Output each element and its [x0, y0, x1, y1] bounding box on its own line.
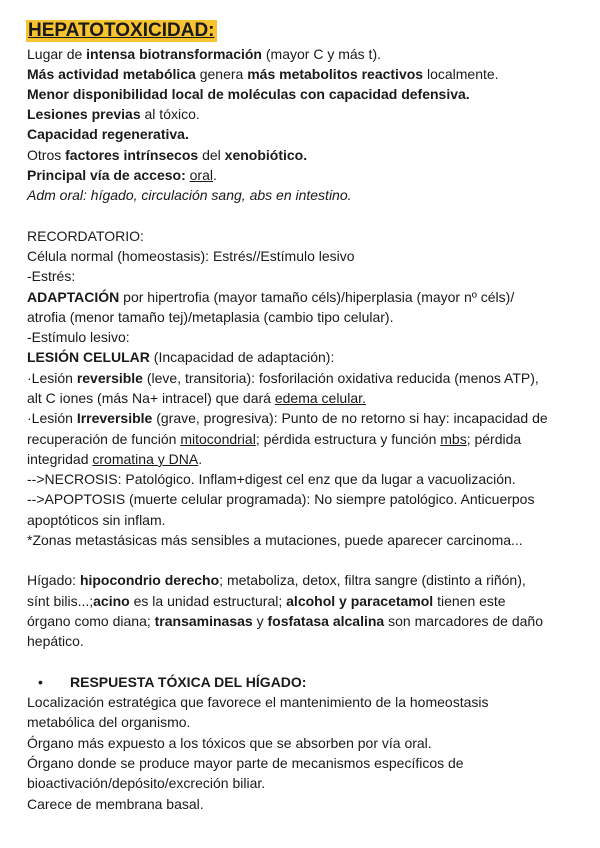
recordatorio-heading: RECORDATORIO:: [27, 228, 144, 244]
higado-line-2: sínt bilis...;acino es la unidad estructural; alcohol y paracetamol tienen este: [27, 593, 506, 609]
recordatorio-line-7: LESIÓN CELULAR (Incapacidad de adaptación):: [27, 349, 335, 365]
intro-line-1: Lugar de intensa biotransformación (mayor C y más t).: [27, 46, 381, 62]
page-title: HEPATOTOXICIDAD:: [28, 20, 215, 41]
recordatorio-line-11: recuperación de función mitocondrial; pérdida estructura y función mbs; pérdida: [27, 431, 522, 447]
higado-line-1: Hígado: hipocondrio derecho; metaboliza, detox, filtra sangre (distinto a riñón),: [27, 572, 526, 588]
recordatorio-line-15: apoptóticos sin inflam.: [27, 512, 166, 528]
recordatorio-line-5: atrofia (menor tamaño tej)/metaplasia (cambio tipo celular).: [27, 309, 394, 325]
respuesta-line-5: bioactivación/depósito/excreción biliar.: [27, 775, 266, 791]
bullet-icon: •: [38, 674, 43, 690]
intro-line-7: Principal vía de acceso: oral.: [27, 167, 217, 183]
recordatorio-line-9: alt C iones (más Na+ intracel) que dará edema celular.: [27, 390, 366, 406]
respuesta-line-6: Carece de membrana basal.: [27, 796, 204, 812]
intro-line-3: Menor disponibilidad local de moléculas con capacidad defensiva.: [27, 86, 470, 102]
higado-line-4: hepático.: [27, 633, 84, 649]
intro-line-6: Otros factores intrínsecos del xenobiótico.: [27, 147, 308, 163]
recordatorio-line-2: Célula normal (homeostasis): Estrés//Estímulo lesivo: [27, 248, 355, 264]
respuesta-line-2: metabólica del organismo.: [27, 714, 191, 730]
recordatorio-line-14: -->APOPTOSIS (muerte celular programada): No siempre patológico. Anticuerpos: [27, 491, 535, 507]
respuesta-line-4: Órgano donde se produce mayor parte de mecanismos específicos de: [27, 755, 464, 771]
recordatorio-line-4: ADAPTACIÓN por hipertrofia (mayor tamaño céls)/hiperplasia (mayor nº céls)/: [27, 289, 515, 305]
recordatorio-line-13: -->NECROSIS: Patológico. Inflam+digest cel enz que da lugar a vacuolización.: [27, 471, 516, 487]
intro-line-4: Lesiones previas al tóxico.: [27, 106, 200, 122]
intro-line-8: Adm oral: hígado, circulación sang, abs en intestino.: [27, 187, 352, 203]
recordatorio-line-12: integridad cromatina y DNA.: [27, 451, 203, 467]
recordatorio-line-10: ·Lesión Irreversible (grave, progresiva): Punto de no retorno si hay: incapacidad de: [27, 410, 548, 426]
recordatorio-line-6: -Estímulo lesivo:: [27, 329, 130, 345]
higado-line-3: órgano como diana; transaminasas y fosfatasa alcalina son marcadores de daño: [27, 613, 543, 629]
respuesta-line-1: Localización estratégica que favorece el mantenimiento de la homeostasis: [27, 694, 489, 710]
respuesta-line-3: Órgano más expuesto a los tóxicos que se absorben por vía oral.: [27, 735, 432, 751]
recordatorio-line-16: *Zonas metastásicas más sensibles a mutaciones, puede aparecer carcinoma...: [27, 532, 523, 548]
intro-line-5: Capacidad regenerativa.: [27, 126, 189, 142]
intro-line-2: Más actividad metabólica genera más metabolitos reactivos localmente.: [27, 66, 499, 82]
recordatorio-line-3: -Estrés:: [27, 268, 76, 284]
recordatorio-line-8: ·Lesión reversible (leve, transitoria): fosforilación oxidativa reducida (menos ATP),: [27, 370, 539, 386]
respuesta-heading: RESPUESTA TÓXICA DEL HÍGADO:: [70, 674, 307, 690]
